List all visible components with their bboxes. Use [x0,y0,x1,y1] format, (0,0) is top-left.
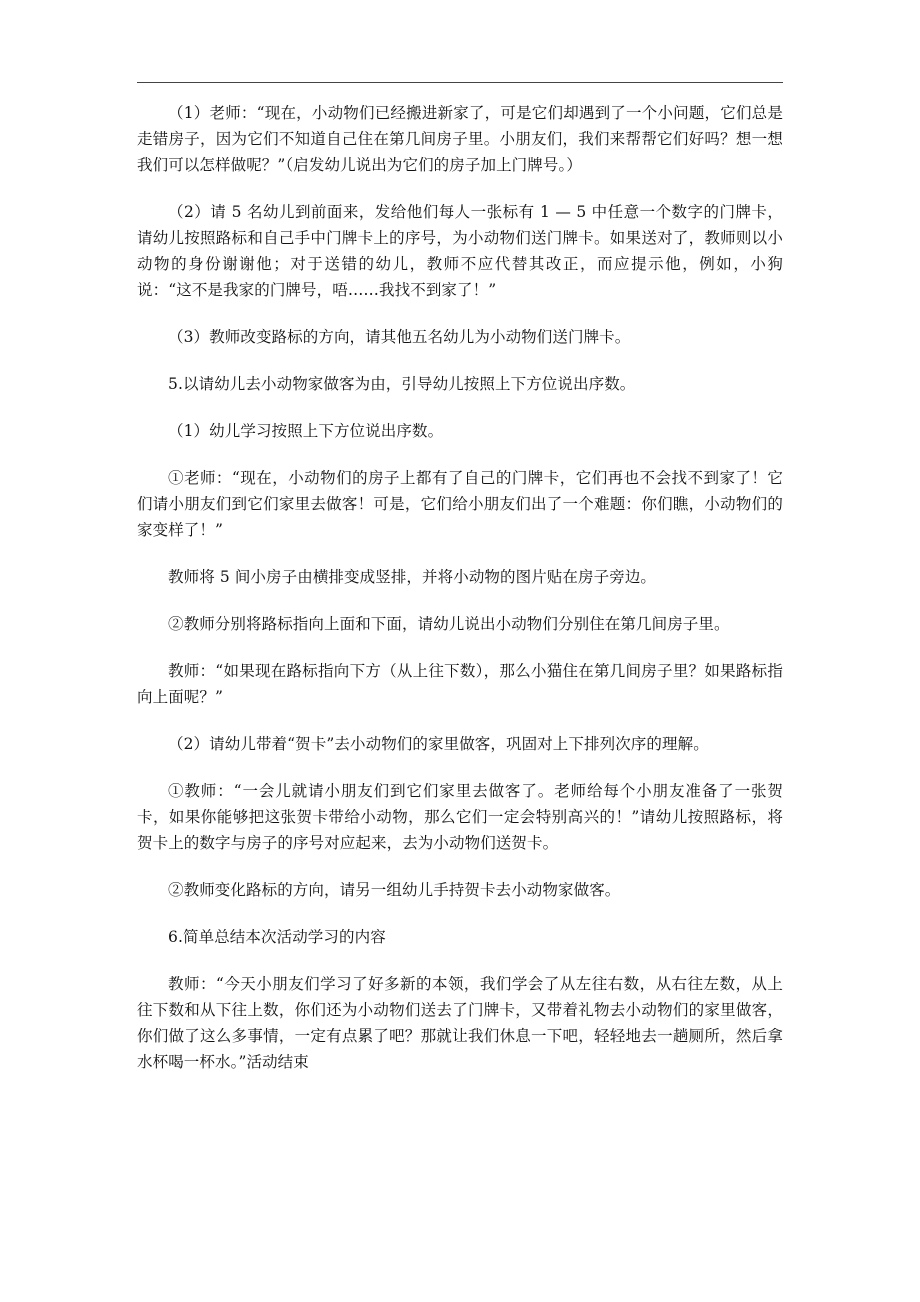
document-body [137,100,783,1075]
paragraph-10: （2）请幼儿带着“贺卡”去小动物们的家里做客，巩固对上下排列次序的理解。 [168,735,709,753]
paragraph-11: ①教师：“一会儿就请小朋友们到它们家里去做客了。老师给每个小朋友准备了一张贺卡，如果你能够把这张贺卡带给小动物，那么它们一定会特别高兴的！”请幼儿按照路标，将贺卡上的数字与房子的序号对应起来，去为小动物们送贺卡。 [137,782,783,852]
header-rule [137,82,783,83]
paragraph-14: 教师：“今天小朋友们学习了好多新的本领，我们学会了从左往右数，从右往左数，从上往下数和从下往上数，你们还为小动物们送去了门牌卡，又带着礼物去小动物们的家里做客，你们做了这么多事情，一定有点累了吧？那就让我们休息一下吧，轻轻地去一趟厕所，然后拿水杯喝一杯水。”活动结束 [137,975,783,1071]
paragraph-5: （1）幼儿学习按照上下方位说出序数。 [168,422,444,440]
paragraph-3: （3）教师改变路标的方向，请其他五名幼儿为小动物们送门牌卡。 [168,328,631,346]
section-heading-6: 6.简单总结本次活动学习的内容 [168,928,386,946]
paragraph-12: ②教师变化路标的方向，请另一组幼儿手持贺卡去小动物家做客。 [168,881,621,899]
paragraph-7: 教师将 5 间小房子由横排变成竖排，并将小动物的图片贴在房子旁边。 [168,568,657,586]
paragraph-1: （1）老师：“现在，小动物们已经搬进新家了，可是它们却遇到了一个小问题，它们总是走错房子，因为它们不知道自己住在第几间房子里。小朋友们，我们来帮帮它们好吗？想一想我们可以怎样做呢？”（启发幼儿说出为它们的房子加上门牌号。） [137,104,783,174]
paragraph-9: 教师：“如果现在路标指向下方（从上往下数），那么小猫住在第几间房子里？如果路标指向上面呢？” [137,662,783,706]
section-heading-5: 5.以请幼儿去小动物家做客为由，引导幼儿按照上下方位说出序数。 [168,375,636,393]
paragraph-6: ①老师：“现在，小动物们的房子上都有了自己的门牌卡，它们再也不会找不到家了！它们请小朋友们到它们家里去做客！可是，它们给小朋友们出了一个难题：你们瞧，小动物们的家变样了！” [137,469,783,539]
paragraph-2: （2）请 5 名幼儿到前面来，发给他们每人一张标有 1 — 5 中任意一个数字的门牌卡，请幼儿按照路标和自己手中门牌卡上的序号，为小动物们送门牌卡。如果送对了，教师则以小动物的身份谢谢他；对于送错的幼儿，教师不应代替其改正，而应提示他，例如，小狗说：“这不是我家的门牌号，唔……我找不到家了！” [137,203,783,299]
paragraph-8: ②教师分别将路标指向上面和下面，请幼儿说出小动物们分别住在第几间房子里。 [168,615,730,633]
